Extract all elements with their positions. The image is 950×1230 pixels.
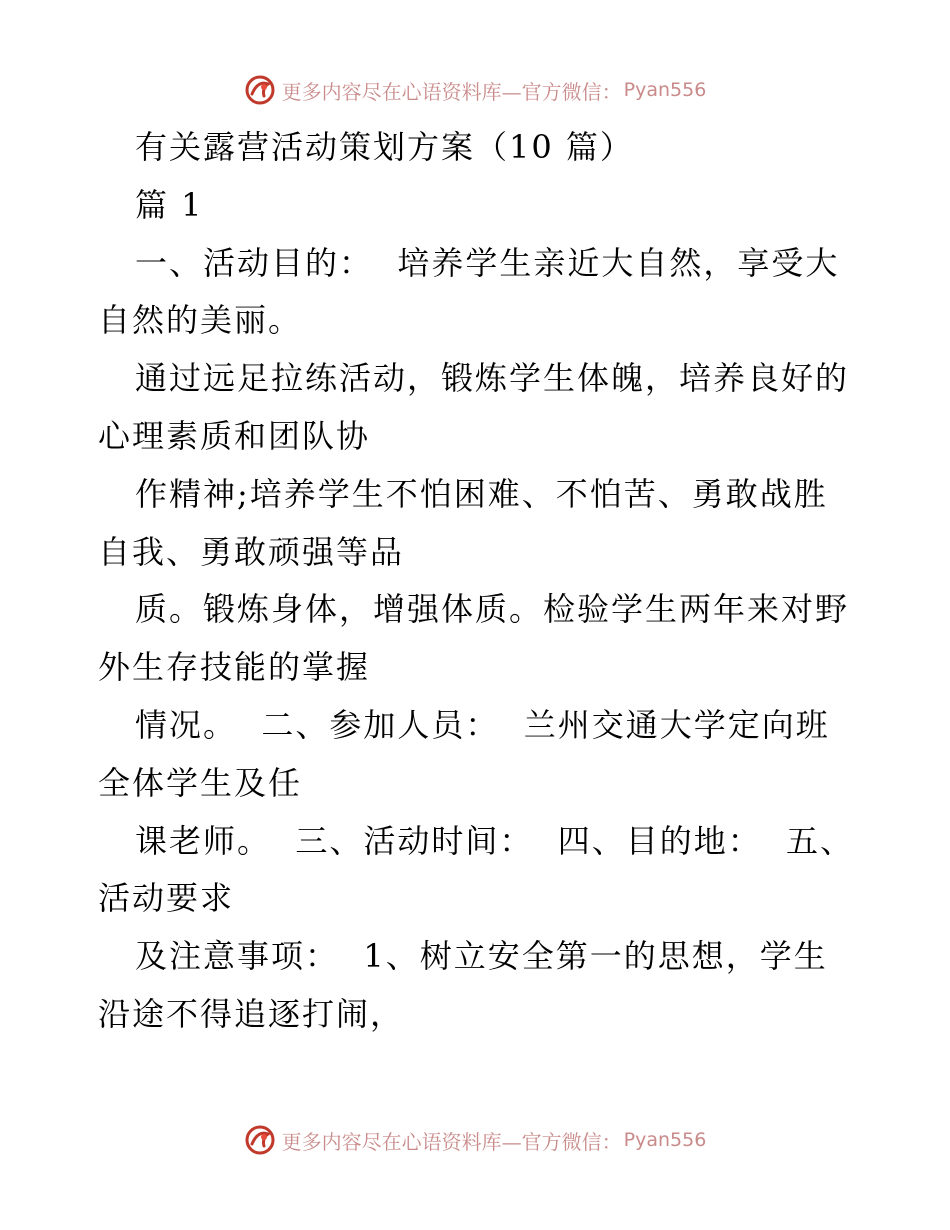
banner-wechat-id: Pyan556 [623,1129,707,1151]
paragraph: 一、活动目的： 培养学生亲近大自然，享受大自然的美丽。 [98,243,840,340]
banner-wechat-id: Pyan556 [623,79,707,101]
footer-banner [0,1120,950,1160]
banner-text: 更多内容尽在心语资料库—官方微信： [281,79,622,104]
red-swirl-logo-icon [244,1124,276,1156]
banner-text: 更多内容尽在心语资料库—官方微信： [281,1129,622,1154]
document-body [98,119,858,1044]
document-title: 有关露营活动策划方案（10 篇） [135,128,634,166]
red-swirl-logo-icon [244,74,276,106]
section-heading: 篇 1 [135,185,204,224]
header-banner [0,70,950,110]
paragraph: 课老师。 三、活动时间： 四、目的地： 五、活动要求 [98,821,855,918]
paragraph: 情况。 二、参加人员： 兰州交通大学定向班全体学生及任 [98,705,830,802]
paragraph: 通过远足拉练活动，锻炼学生体魄，培养良好的心理素质和团队协 [98,359,850,455]
paragraph: 质。锻炼身体，增强体质。检验学生两年来对野外生存技能的掌握 [98,590,850,687]
paragraph: 作精神;培养学生不怕困难、不怕苦、勇敢战胜自我、勇敢顽强等品 [98,474,828,571]
paragraph: 及注意事项： 1、树立安全第一的思想，学生沿途不得追逐打闹， [98,937,828,1033]
